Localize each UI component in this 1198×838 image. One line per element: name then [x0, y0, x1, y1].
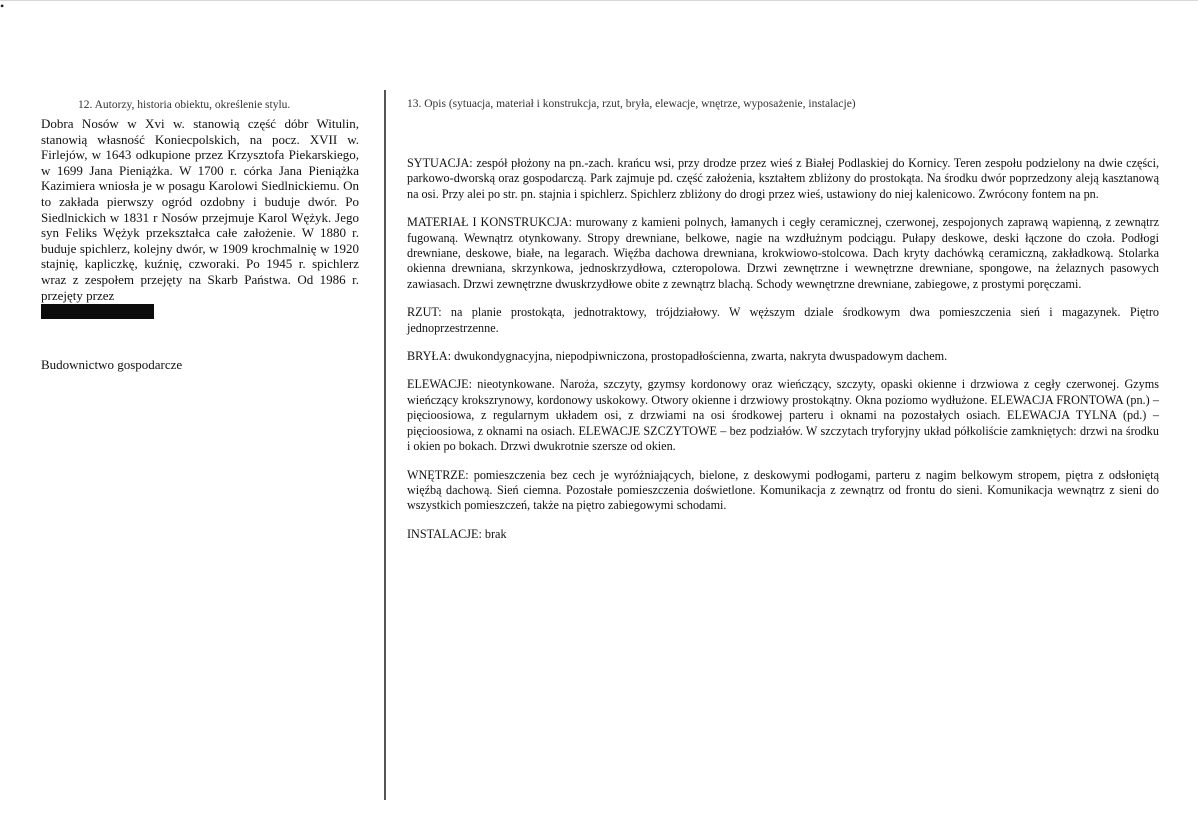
section-installations: INSTALACJE: brak: [407, 526, 507, 541]
section-situation: SYTUACJA: zespół płożony na pn.-zach. krańcu wsi, przy drodze przez wieś z Białej Podlaskiej do Kornicy. Teren zespołu podzielony na dwie części, parkowo-dworską oraz gospodarczą. Park zajmuje pd. część założenia, kształtem zbliżony do prostokąta. Na środku dwór poprzedzony aleją kasztanową na osi. Przy alei po str. pn. stajnia i spichlerz. Spichlerz zbliżony do drogi przez wieś, ustawiony do niej kalenicowo. Zwrócony fontem na pn.: [407, 156, 1159, 201]
section-interior: WNĘTRZE: pomieszczenia bez cech je wyróżniających, bielone, z deskowymi podłogami, parteru z nagim belkowym stropem, piętra z odsłoniętą więźbą dachową. Sień ciemna. Pozostałe pomieszczenia doświetlone. Komunikacja z zewnątrz od frontu do sieni. Komunikacja wewnątrz z sieni do wszystkich pomieszczeń, także na piętro zabiegowymi schodami.: [407, 467, 1159, 513]
top-edge-line: [0, 0, 1198, 1]
section-13-heading: 13. Opis (sytuacja, materiał i konstrukcja, rzut, bryła, elewacje, wnętrze, wyposażenie, instalacje): [407, 98, 856, 110]
left-column: [41, 98, 359, 319]
style-classification: Budownictwo gospodarcze: [41, 357, 183, 372]
section-plan: RZUT: na planie prostokąta, jednotraktowy, trójdziałowy. W węższym dziale środkowym dwa pomieszczenia sień i magazynek. Piętro jednoprzestrzenne.: [407, 305, 1159, 335]
column-divider: [384, 90, 386, 800]
redacted-owner-block: [41, 304, 154, 319]
history-text: Dobra Nosów w Xvi w. stanowią część dóbr Witulin, stanowią własność Koniecpolskich, na pocz. XVII w. Firlejów, w 1643 odkupione przez Krzysztofa Piekarskiego, w 1699 Jana Pieniążka. W 1700 r. córka Jana Pieniążka Kazimiera wniosła je w posagu Karolowi Siedlnickiemu. On to zakłada pierwszy ogród ozdobny i buduje dwór. Po Siedlnickich w 1831 r Nosów przejmuje Karol Wężyk. Jego syn Feliks Wężyk przekształca całe założenie. W 1880 r. buduje spichlerz, kolejny dwór, w 1909 krochmalnię w 1920 stajnię, kapliczkę, kuźnię, czworaki. Po 1945 r. spichlerz wraz z zespołem przejęty na Skarb Państwa. Od 1986 r. przejęty przez: [41, 116, 359, 303]
right-column: [407, 97, 1159, 555]
scan-corner-mark: •: [0, 0, 5, 13]
section-massing: BRYŁA: dwukondygnacyjna, niepodpiwniczona, prostopadłościenna, zwarta, nakryta dwuspadowym dachem.: [407, 349, 948, 364]
section-12-heading: 12. Autorzy, historia obiektu, określenie stylu.: [78, 99, 291, 111]
section-elevations: ELEWACJE: nieotynkowane. Naroża, szczyty, gzymsy kordonowy oraz wieńczący, szczyty, opaski okienne i drzwiowa z cegły czerwonej. Gzyms wieńczący krokszrynowy, kordonowy uskokowy. Otwory okienne i drzwiowy prostokątny. Okna poziomo wydłużone. ELEWACJA FRONTOWA (pn.) – pięcioosiowa, z regularnym układem osi, z drzwiami na osi środkowej parteru i oknami na pozostałych osiach. ELEWACJA TYLNA (pd.) – pięcioosiowa, z oknami na osiach. ELEWACJE SZCZYTOWE – bez podziałów. W szczytach tryforyjny układ półkoliście zamkniętych: drzwi na środku i okien po bokach. Drzwi dwukrotnie szersze od okien.: [407, 377, 1159, 454]
section-material-construction: MATERIAŁ I KONSTRUKCJA: murowany z kamieni polnych, łamanych i cegły ceramicznej, czerwonej, zespojonych zaprawą wapienną, z zewnątrz fugowaną. Wewnątrz otynkowany. Stropy drewniane, belkowe, nagie na wzdłużnym podciągu. Pułapy deskowe, deski łączone do czoła. Podłogi drewniane, deskowe, białe, na legarach. Więźba dachowa drewniana, krokwiowo-stolcowa. Dach kryty dachówką ceramiczną, zakładkową. Stolarka okienna drewniana, skrzynkowa, jednoskrzydłowa, czteropolowa. Drzwi zewnętrzne i wewnętrzne drewniane, spongowe, na żelaznych pasowych zawiasach. Drzwi zewnętrzne dwuskrzydłowe obite z zewnątrz blachą. Schody wewnętrzne drewniane, zabiegowe, z prostymi poręczami.: [407, 215, 1159, 291]
